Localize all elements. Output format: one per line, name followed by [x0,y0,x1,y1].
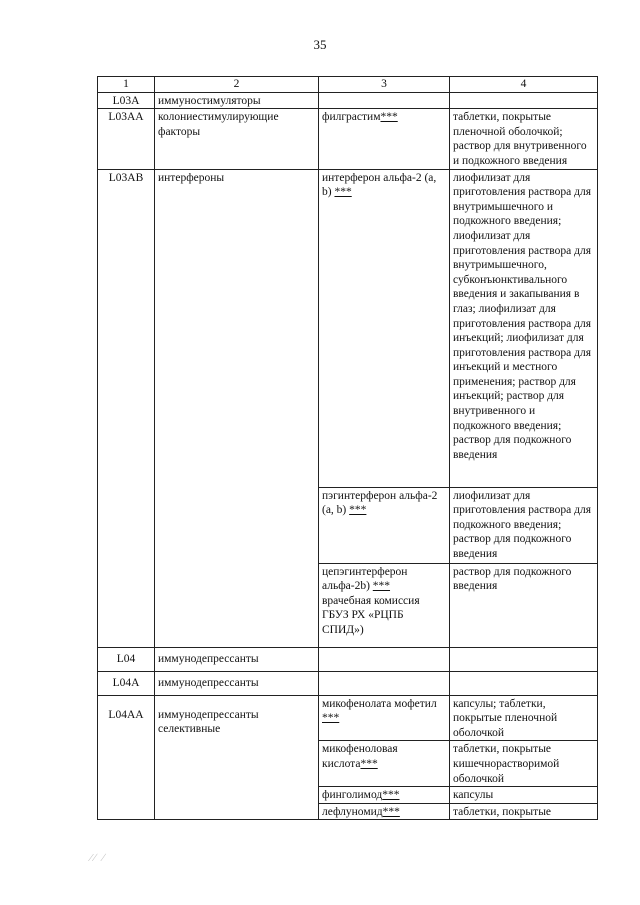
drug-name-cell [319,741,450,787]
drug-name: интерферон альфа-2 (a, b) [322,171,437,199]
drug-name-cell [319,671,450,695]
atc-code: L04AA [98,695,155,820]
table-row [98,109,598,169]
drug-name-cell [319,487,450,563]
atc-group: иммунодепрессанты [155,647,319,671]
drug-mark: *** [382,805,400,818]
drug-mark: *** [322,712,340,725]
drug-name: цепэгинтерферон альфа-2b) [322,565,408,593]
atc-group: интерфероны [155,169,319,647]
table-row [98,647,598,671]
dosage-form-cell [450,92,598,109]
dosage-form: капсулы [450,787,598,804]
atc-code: L03A [98,92,155,109]
dosage-form: таблетки, покрытые пленочной оболочкой; раствор для внутривенного и подкожного введения [450,109,598,169]
header-cell: 2 [155,77,319,93]
dosage-form: капсулы; таблетки, покрытые пленочной оболочкой [450,695,598,741]
drug-name-cell [319,647,450,671]
page-number: 35 [313,37,327,52]
atc-code: L03AB [98,169,155,647]
drug-note: врачебная комиссия ГБУЗ РХ «РЦПБ СПИД») [322,594,420,636]
drug-name-cell [319,169,450,487]
dosage-form: таблетки, покрытые кишечнорастворимой оболочкой [450,741,598,787]
dosage-form: таблетки, покрытые [450,803,598,820]
atc-group: иммунодепрессанты [155,671,319,695]
drug-name-cell [319,92,450,109]
dosage-form-cell [450,671,598,695]
drug-mark: *** [349,504,367,517]
dosage-form: лиофилизат для приготовления раствора для подкожного введения; раствор для подкожного введения [450,487,598,563]
atc-code: L03AA [98,109,155,169]
drug-name-cell [319,109,450,169]
drug-name: филграстим [322,111,381,124]
table-row [98,169,598,487]
table-header-row [98,77,598,93]
drug-name-cell [319,787,450,804]
header-cell: 3 [319,77,450,93]
drug-mark: *** [372,580,391,593]
atc-group: колониестимулирующие факторы [155,109,319,169]
atc-group: иммунодепрессанты селективные [155,695,319,820]
table-row [98,92,598,109]
drug-name-cell [319,563,450,647]
header-cell: 1 [98,77,155,93]
atc-code: L04 [98,647,155,671]
drug-mark: *** [360,757,378,770]
dosage-form: раствор для подкожного введения [450,563,598,647]
atc-group: иммуностимуляторы [155,92,319,109]
table-row [98,695,598,741]
scan-mark: ⁄∕ ∕ [90,852,107,864]
dosage-form: лиофилизат для приготовления раствора для внутримышечного и подкожного введения; лиофилизат для приготовления раствора для внутримышечного, субконъюнктивального введения и закапывания в глаз; лиофилизат для приготовления раствора для инъекций; лиофилизат для приготовления раствора для инъекций и местного применения; раствор для инъекций; раствор для внутривенного и подкожного введения; раствор для подкожного введения [450,169,598,487]
drug-mark: *** [382,789,400,802]
drug-name-cell [319,695,450,741]
drug-name: микофеноловая кислота [322,743,398,770]
drug-name: пэгинтерферон альфа-2 (a, b) [322,489,438,517]
drug-name: финголимод [322,789,383,802]
drug-mark: *** [334,186,352,199]
table-row [98,671,598,695]
atc-code: L04A [98,671,155,695]
drug-table [97,76,598,820]
drug-name: микофенолата мофетил [322,697,437,710]
header-cell: 4 [450,77,598,93]
drug-name: лефлуномид [322,805,383,818]
dosage-form-cell [450,647,598,671]
drug-mark: *** [380,111,398,124]
drug-name-cell [319,803,450,820]
